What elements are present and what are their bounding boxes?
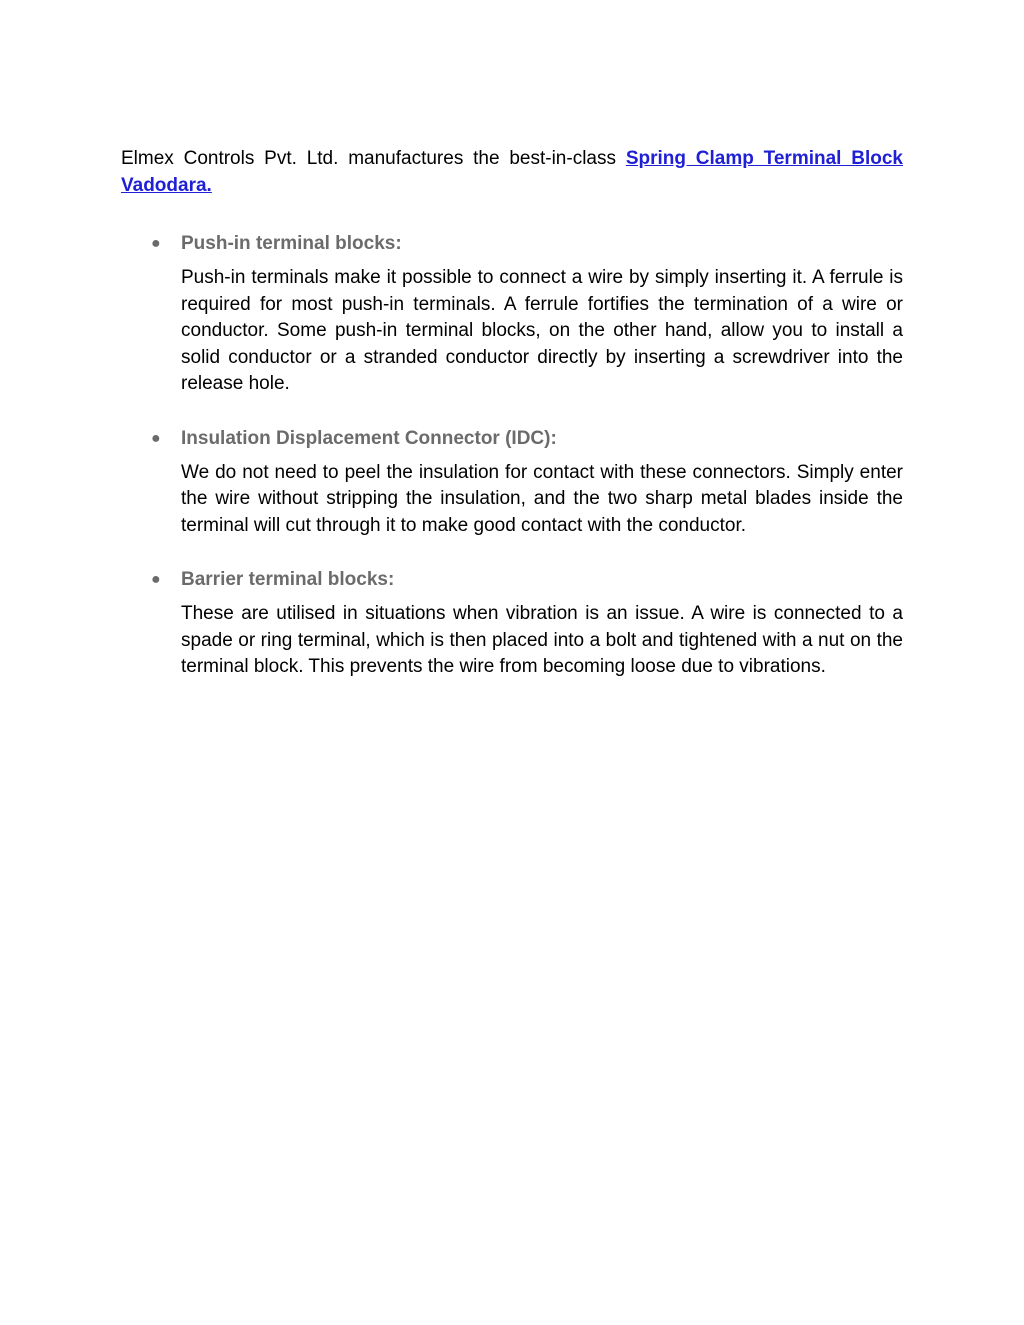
- bullet-icon: ●: [151, 429, 161, 447]
- terminal-types-list: [121, 230, 903, 681]
- document-page: [121, 145, 903, 708]
- list-item-idc: [121, 425, 903, 540]
- intro-paragraph: [121, 145, 903, 199]
- item-body: Push-in terminals make it possible to connect a wire by simply inserting it. A ferrule is required for most push-in terminals. A ferrule fortifies the termination of a wire or conductor. Some push-in terminal blocks, on the other hand, allow you to install a solid conductor or a stranded conductor directly by inserting a screwdriver into the release hole.: [181, 267, 903, 394]
- item-title: Barrier terminal blocks:: [181, 569, 395, 590]
- intro-text: Elmex Controls Pvt. Ltd. manufactures the best-in-class: [121, 148, 626, 169]
- spring-clamp-terminal-block-link[interactable]: Spring Clamp Terminal Block Vadodara.: [121, 148, 903, 196]
- item-title: Insulation Displacement Connector (IDC):: [181, 427, 557, 449]
- item-body: We do not need to peel the insulation for contact with these connectors. Simply enter the wire without stripping the insulation, and the two sharp metal blades inside the terminal will cut through it to make good contact with the conductor.: [181, 461, 903, 536]
- item-title: Push-in terminal blocks:: [181, 233, 402, 254]
- bullet-icon: ●: [151, 235, 161, 252]
- list-item-barrier: [121, 566, 903, 681]
- item-body: These are utilised in situations when vibration is an issue. A wire is connected to a spade or ring terminal, which is then placed into a bolt and tightened with a nut on the terminal block. This prevents the wire from becoming loose due to vibrations.: [181, 603, 903, 677]
- bullet-icon: ●: [151, 571, 161, 588]
- list-item-push-in: [121, 230, 903, 398]
